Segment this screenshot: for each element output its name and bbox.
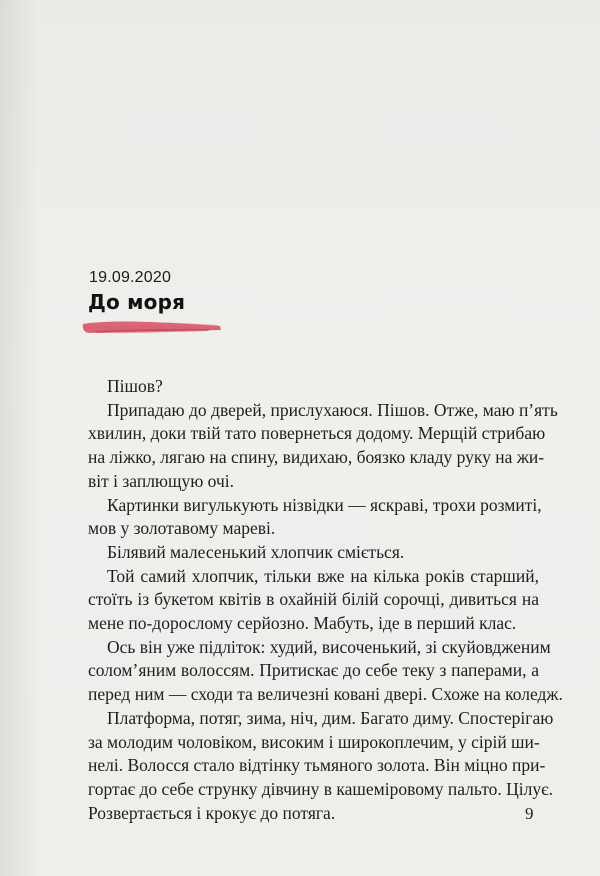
text-line: Ось він уже підліток: худий, височенький, зі скуйовдженим xyxy=(107,636,551,657)
text-line: Платформа, потяг, зима, ніч, дим. Багато диму. Спостерігаю xyxy=(107,707,554,728)
text-line: Картинки вигулькують нізвідки — яскраві, трохи розмиті, xyxy=(107,494,542,515)
text-line: хвилин, доки твій тато повернеться додому. Мерщій стрибаю xyxy=(88,423,546,444)
chapter-title: До моря xyxy=(88,290,186,314)
brush-stroke-underline xyxy=(80,315,224,337)
text-line: за молодим чоловіком, високим і широкоплечим, у сірій ши- xyxy=(88,731,540,752)
text-line: Пішов? xyxy=(107,376,163,396)
text-line: гортає до себе струнку дівчину в кашеміровому пальто. Цілує. xyxy=(88,778,553,799)
text-line: перед ним — сходи та величезні ковані двері. Схоже на коледж. xyxy=(88,684,563,705)
text-line: Білявий малесенький хлопчик сміється. xyxy=(107,541,405,562)
text-line: Той самий хлопчик, тільки вже на кілька років старший, xyxy=(107,565,539,586)
text-line: мов у золотавому мареві. xyxy=(88,518,276,539)
text-line: нелі. Волосся стало відтінку тьмяного золота. Він міцно при- xyxy=(88,755,546,776)
body-text xyxy=(88,375,563,825)
text-line: Розвертається і крокує до потяга. xyxy=(88,802,336,823)
text-line: Припадаю до дверей, прислухаюся. Пішов. Отже, маю п’ять xyxy=(107,399,558,420)
text-line: солом’яним волоссям. Притискає до себе теку з паперами, а xyxy=(88,660,539,681)
text-line: мене по-дорослому серйозно. Мабуть, іде в перший клас. xyxy=(88,613,517,634)
entry-date: 19.09.2020 xyxy=(89,269,172,286)
text-line: на ліжко, лягаю на спину, видихаю, боязко кладу руку на жи- xyxy=(88,447,545,468)
text-line: стоїть із букетом квітів в охайній білій сорочці, дивиться на xyxy=(88,589,539,610)
page-edge-shadow xyxy=(0,0,40,876)
text-line: віт і заплющую очі. xyxy=(88,470,235,491)
page-number: 9 xyxy=(525,804,534,823)
